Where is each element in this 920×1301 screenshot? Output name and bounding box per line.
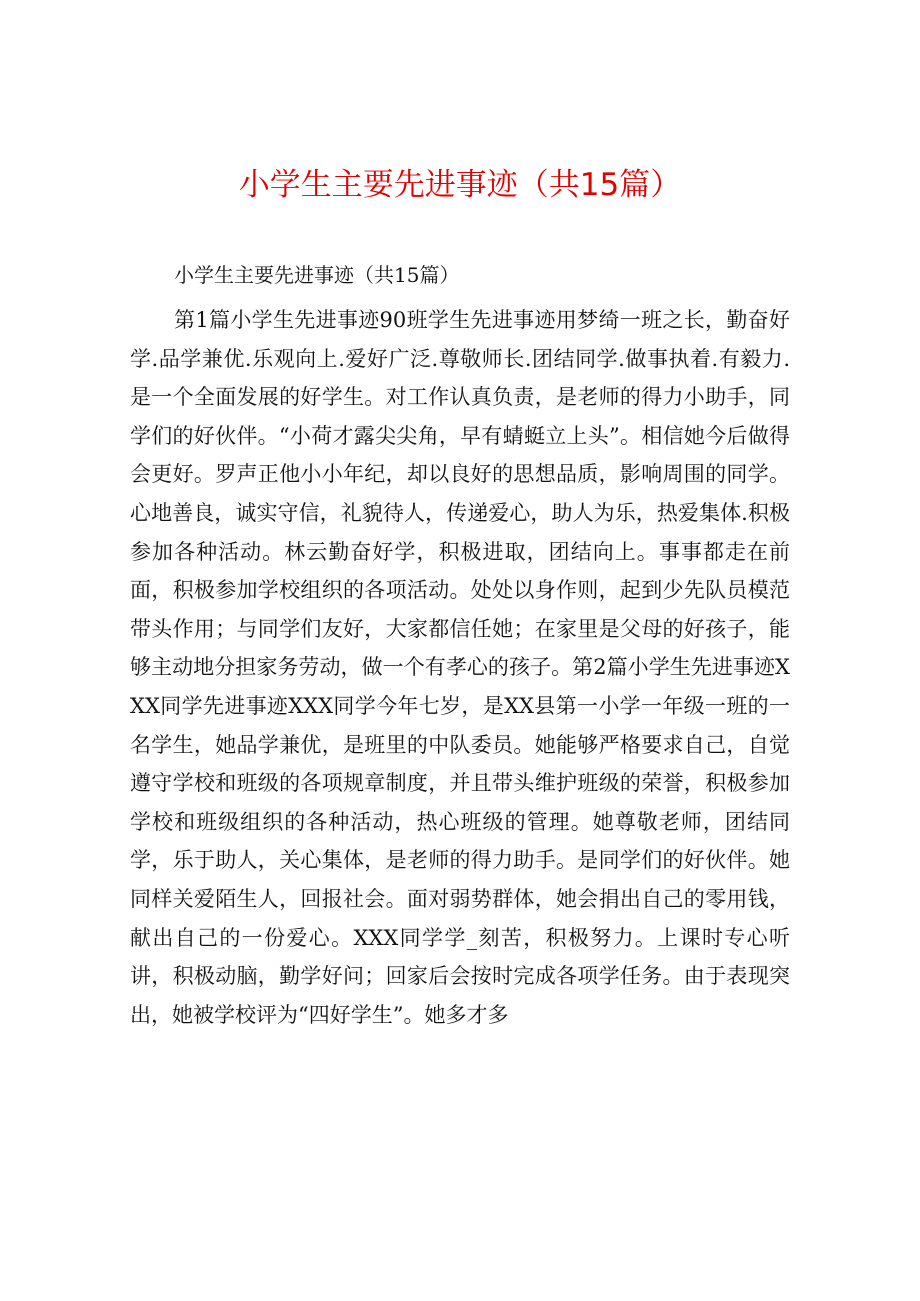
document-body-paragraph: 第1篇小学生先进事迹90班学生先进事迹用梦绮一班之长，勤奋好学.品学兼优.乐观向上.爱好广泛.尊敬师长.团结同学.做事执着.有毅力.是一个全面发展的好学生。对工作认真负责，是老师的得力小助手，同学们的好伙伴。“小荷才露尖尖角，早有蜻蜓立上头”。相信她今后做得会更好。罗声正他小小年纪，却以良好的思想品质，影响周围的同学。心地善良，诚实守信，礼貌待人，传递爱心，助人为乐，热爱集体.积极参加各种活动。林云勤奋好学，积极进取，团结向上。事事都走在前面，积极参加学校组织的各项活动。处处以身作则，起到少先队员模范带头作用；与同学们友好，大家都信任她；在家里是父母的好孩子，能够主动地分担家务劳动，做一个有孝心的孩子。第2篇小学生先进事迹XXX同学先进事迹XXX同学今年七岁，是XX县第一小学一年级一班的一名学生，她品学兼优，是班里的中队委员。她能够严格要求自己，自觉遵守学校和班级的各项规章制度，并且带头维护班级的荣誉，积极参加学校和班级组织的各种活动，热心班级的管理。她尊敬老师，团结同学，乐于助人，关心集体，是老师的得力助手。是同学们的好伙伴。她同样关爱陌生人，回报社会。面对弱势群体，她会捐出自己的零用钱，献出自己的一份爱心。XXX同学学_刻苦，积极努力。上课时专心听讲，积极动脑，勤学好问；回家后会按时完成各项学任务。由于表现突出，她被学校评为“四好学生”。她多才多 (130, 308, 790, 1027)
document-title: 小学生主要先进事迹（共15篇） (238, 167, 682, 203)
document-subtitle: 小学生主要先进事迹（共15篇） (174, 263, 460, 287)
